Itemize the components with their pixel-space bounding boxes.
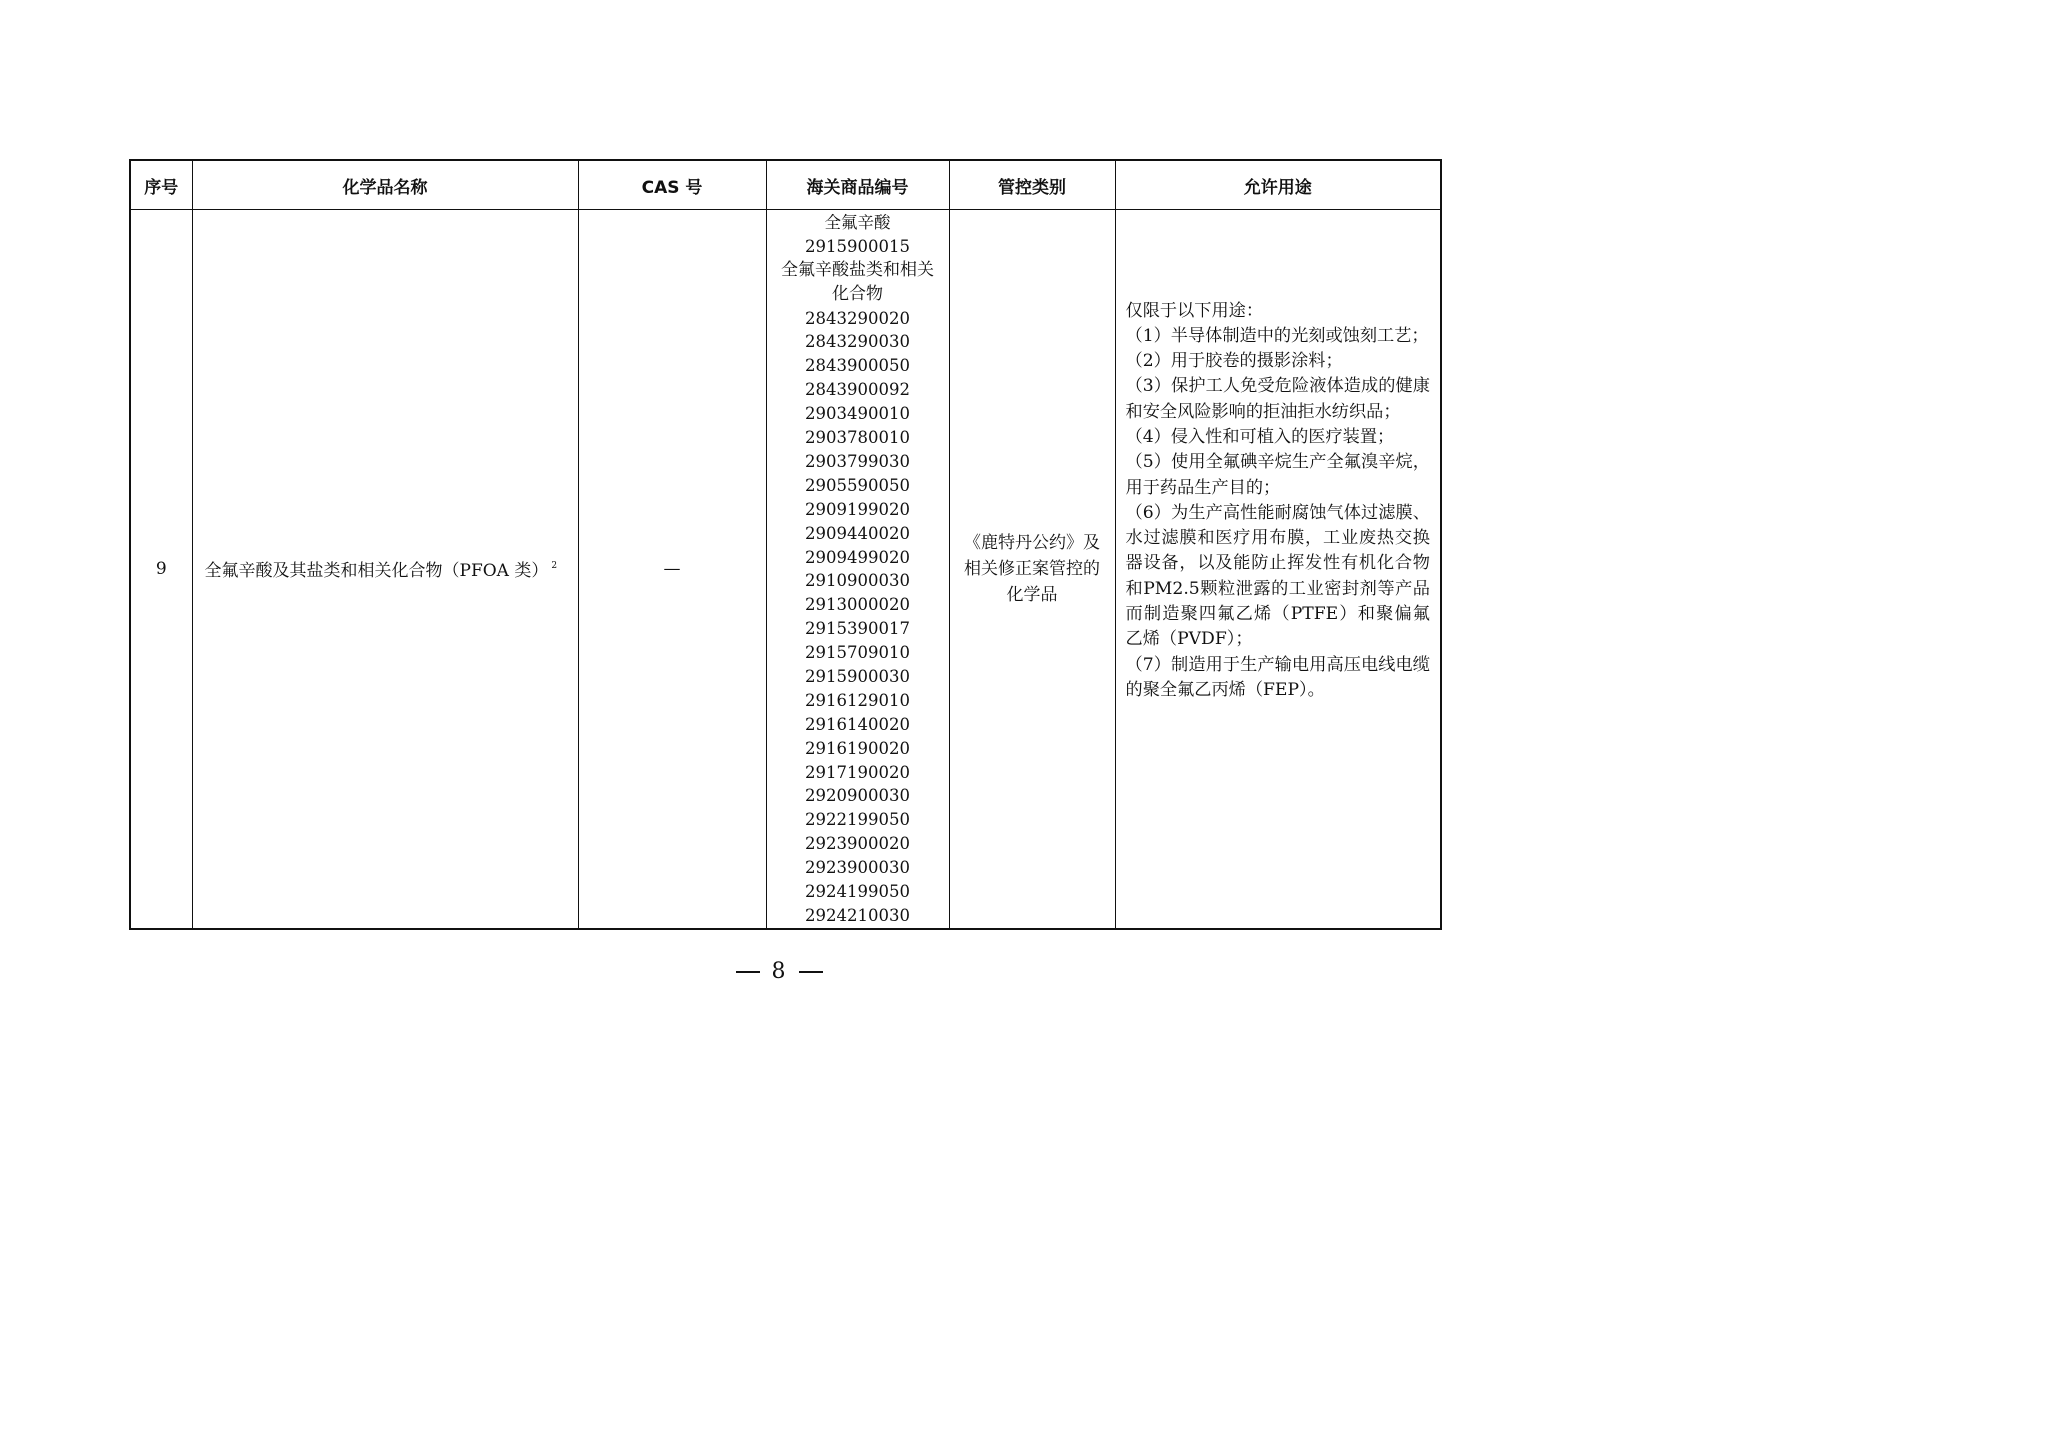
customs-code-item: 2909440020 [805,523,910,543]
row-control-category: 《鹿特丹公约》及相关修正案管控的化学品 [949,210,1115,929]
header-customs-code: 海关商品编号 [766,160,949,210]
permitted-use-item: （6）为生产高性能耐腐蚀气体过滤膜、水过滤膜和医疗用布膜，工业废热交换器设备，以及能防止挥发性有机化合物和PM2.5颗粒泄露的工业密封剂等产品而制造聚四氟乙烯（PTFE）和聚偏氟乙烯（PVDF）； [1125,502,1430,650]
header-permitted-uses: 允许用途 [1115,160,1441,210]
row-seq: 9 [130,210,192,929]
customs-code-item: 2909499020 [805,547,910,567]
permitted-use-item: （5）使用全氟碘辛烷生产全氟溴辛烷，用于药品生产目的； [1125,452,1430,498]
customs-code-item: 2843290030 [805,332,910,352]
page-number [0,959,1558,984]
header-chemical-name: 化学品名称 [192,160,578,210]
customs-code-list [767,211,949,928]
customs-code-item: 2916140020 [805,714,910,734]
row-chemical-name [192,210,578,929]
customs-code-item: 2909199020 [805,499,910,519]
customs-code-item: 全氟辛酸 [824,213,891,232]
permitted-use-item: （3）保护工人免受危险液体造成的健康和安全风险影响的拒油拒水纺织品； [1125,376,1430,422]
header-control-category: 管控类别 [949,160,1115,210]
customs-code-item: 2915900030 [805,666,910,686]
page-number-text: 8 [771,959,787,984]
permitted-use-item: （4）侵入性和可植入的医疗装置； [1125,426,1395,447]
customs-code-item: 2915390017 [805,619,910,639]
customs-code-item: 2903490010 [805,404,910,424]
page-dash-left [736,971,760,973]
customs-code-item: 2903799030 [805,451,910,471]
uses-list [1126,324,1431,703]
customs-code-item: 2922199050 [805,810,910,830]
permitted-use-item: （7）制造用于生产输电用高压电线电缆的聚全氟乙丙烯（FEP）。 [1125,654,1430,700]
customs-code-item: 2913000020 [805,595,910,615]
customs-code-item: 2917190020 [805,762,910,782]
customs-code-item: 2916190020 [805,738,910,758]
customs-code-item: 2920900030 [805,786,910,806]
uses-intro: 仅限于以下用途： [1125,300,1264,321]
permitted-use-item: （1）半导体制造中的光刻或蚀刻工艺； [1125,325,1429,346]
header-seq: 序号 [130,160,192,210]
chemical-name-text: 全氟辛酸及其盐类和相关化合物（PFOA 类） [204,561,549,582]
customs-code-item: 全氟辛酸盐类和相关化合物 [781,259,934,304]
customs-code-item: 2915709010 [805,643,910,663]
page-dash-right [799,971,823,973]
customs-code-item: 2903780010 [805,428,910,448]
row-customs-codes [766,210,949,929]
customs-code-item: 2843900050 [805,356,910,376]
customs-code-item: 2905590050 [805,475,910,495]
customs-code-item: 2910900030 [805,571,910,591]
footnote-marker: 2 [551,561,558,572]
table-header-row [130,160,1441,210]
header-cas-number: CAS 号 [578,160,766,210]
permitted-use-item: （2）用于胶卷的摄影涂料； [1125,351,1343,372]
chemical-table [129,159,1442,930]
customs-code-item: 2843900092 [805,380,910,400]
customs-code-item: 2843290020 [805,308,910,328]
row-cas-number: — [578,210,766,929]
customs-code-item: 2923900030 [805,858,910,878]
customs-code-item: 2915900015 [805,236,910,256]
customs-code-item: 2924199050 [805,881,910,901]
customs-code-item: 2916129010 [805,690,910,710]
customs-code-item: 2924210030 [805,905,910,925]
row-permitted-uses [1115,210,1441,929]
table-row [130,210,1441,929]
customs-code-item: 2923900020 [805,834,910,854]
